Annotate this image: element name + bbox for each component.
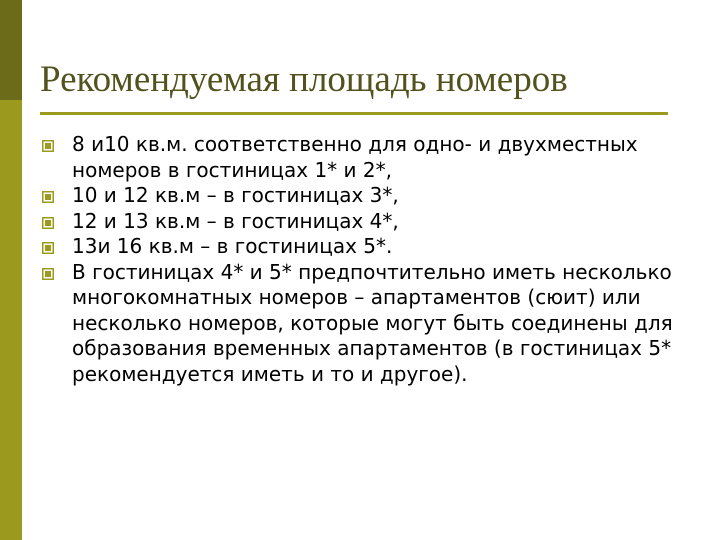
title-underline xyxy=(40,112,668,115)
bullet-item xyxy=(42,183,682,209)
bullet-item xyxy=(42,260,682,388)
square-bullet-icon xyxy=(42,191,54,203)
side-accent-bar-top xyxy=(0,0,22,100)
bullet-text: 13и 16 кв.м – в гостиницах 5*. xyxy=(72,234,393,258)
square-bullet-icon xyxy=(42,242,54,254)
bullet-item xyxy=(42,132,682,183)
slide-title: Рекомендуемая площадь номеров xyxy=(40,59,568,100)
bullet-list xyxy=(42,132,682,387)
square-bullet-icon xyxy=(42,217,54,229)
square-bullet-icon xyxy=(42,140,54,152)
bullet-item xyxy=(42,209,682,235)
bullet-text: В гостиницах 4* и 5* предпочтительно иметь несколько многокомнатных номеров – апартаментов (сюит) или несколько номеров, которые могут быть соединены для образования временных апартаментов (в гостиницах 5* рекомендуется иметь и то и другое). xyxy=(72,259,673,386)
bullet-text: 8 и10 кв.м. соответственно для одно- и двухместных номеров в гостиницах 1* и 2*, xyxy=(72,132,638,182)
bullet-text: 10 и 12 кв.м – в гостиницах 3*, xyxy=(72,183,399,207)
bullet-item xyxy=(42,234,682,260)
bullet-text: 12 и 13 кв.м – в гостиницах 4*, xyxy=(72,208,399,233)
square-bullet-icon xyxy=(42,268,54,280)
